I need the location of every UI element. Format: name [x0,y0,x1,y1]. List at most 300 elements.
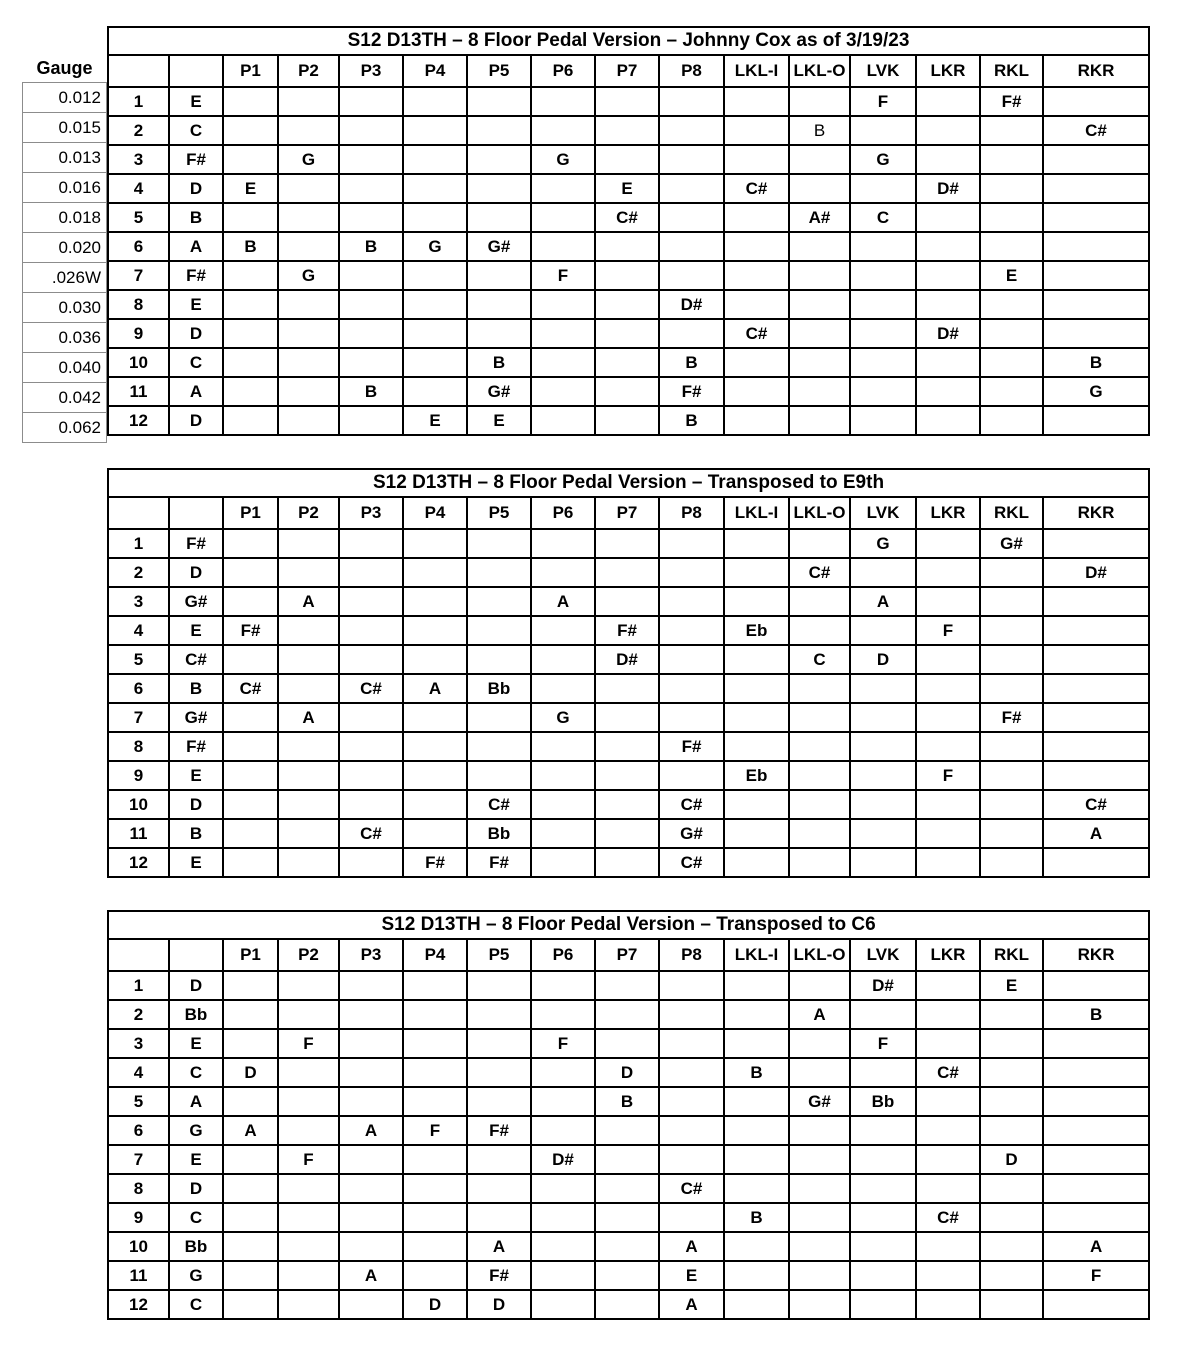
gauge-cell: 0.012 [23,83,107,113]
change-cell-p2 [278,377,339,406]
column-header-p1: P1 [223,497,278,529]
change-cell-rkr: F [1043,1261,1149,1290]
change-cell-p3 [339,145,403,174]
gauge-cell: 0.015 [23,113,107,143]
open-note-cell: E [169,1145,223,1174]
gauge-row [23,323,107,353]
change-cell-rkl [980,406,1043,435]
change-cell-p5 [467,116,531,145]
column-header-p7: P7 [595,497,659,529]
change-cell-p8 [659,174,724,203]
change-cell-p6 [531,1116,595,1145]
column-header-blank [169,55,223,87]
open-note-cell: G [169,1261,223,1290]
change-cell-p5 [467,261,531,290]
column-header-rkl: RKL [980,497,1043,529]
change-cell-rkl: F# [980,703,1043,732]
string-row [108,232,1149,261]
change-cell-p5 [467,1203,531,1232]
change-cell-p1 [223,1261,278,1290]
open-note-cell: E [169,616,223,645]
change-cell-lvk: G [850,529,916,558]
column-header-rkr: RKR [1043,497,1149,529]
change-cell-lkr [916,1290,980,1319]
change-cell-p8: D# [659,290,724,319]
string-row [108,558,1149,587]
change-cell-lkl-o [789,377,850,406]
change-cell-rkl [980,761,1043,790]
change-cell-rkr: A [1043,1232,1149,1261]
string-row [108,1203,1149,1232]
column-header-p6: P6 [531,939,595,971]
change-cell-lkl-i [724,587,789,616]
change-cell-p6 [531,558,595,587]
column-header-p1: P1 [223,939,278,971]
string-row [108,971,1149,1000]
change-cell-lkl-o [789,290,850,319]
change-cell-p4 [403,145,467,174]
change-cell-p8 [659,203,724,232]
change-cell-p8: A [659,1290,724,1319]
string-number-cell: 8 [108,1174,169,1203]
change-cell-p6 [531,674,595,703]
change-cell-p3 [339,616,403,645]
string-number-cell: 1 [108,87,169,116]
change-cell-p1 [223,290,278,319]
change-cell-p2 [278,1087,339,1116]
change-cell-p4 [403,558,467,587]
change-cell-p2 [278,348,339,377]
change-cell-lkr [916,1116,980,1145]
string-number-cell: 4 [108,616,169,645]
change-cell-lkr [916,558,980,587]
copedent-section-e9th [107,468,1200,878]
change-cell-rkl [980,377,1043,406]
change-cell-p5: F# [467,1116,531,1145]
change-cell-p1 [223,1029,278,1058]
string-number-cell: 11 [108,1261,169,1290]
table-title: S12 D13TH – 8 Floor Pedal Version – Johnny Cox as of 3/19/23 [108,27,1149,55]
table-title: S12 D13TH – 8 Floor Pedal Version – Transposed to C6 [108,911,1149,939]
column-header-p5: P5 [467,55,531,87]
change-cell-p5 [467,1145,531,1174]
gauge-cell: 0.013 [23,143,107,173]
change-cell-p4 [403,1261,467,1290]
string-row [108,1058,1149,1087]
column-header-lkl-i: LKL-I [724,55,789,87]
change-cell-lvk [850,1290,916,1319]
open-note-cell: B [169,203,223,232]
change-cell-p2 [278,87,339,116]
change-cell-p8: C# [659,848,724,877]
change-cell-rkl [980,145,1043,174]
change-cell-p3 [339,290,403,319]
gauge-row [23,293,107,323]
string-number-cell: 5 [108,203,169,232]
change-cell-lkl-o [789,1232,850,1261]
change-cell-lkl-i [724,529,789,558]
change-cell-lvk [850,377,916,406]
change-cell-rkl [980,174,1043,203]
change-cell-rkl [980,1029,1043,1058]
change-cell-lkl-o [789,529,850,558]
gauge-cell: 0.040 [23,353,107,383]
change-cell-rkr [1043,87,1149,116]
gauge-row [23,383,107,413]
change-cell-p6 [531,377,595,406]
change-cell-lkl-i [724,1145,789,1174]
change-cell-lvk [850,674,916,703]
column-header-p4: P4 [403,939,467,971]
change-cell-p4 [403,819,467,848]
change-cell-rkr [1043,1029,1149,1058]
change-cell-p7 [595,703,659,732]
change-cell-rkl [980,290,1043,319]
change-cell-p3 [339,1203,403,1232]
change-cell-p4 [403,377,467,406]
change-cell-lkr [916,1087,980,1116]
change-cell-p7: E [595,174,659,203]
change-cell-p6 [531,116,595,145]
string-row [108,645,1149,674]
open-note-cell: B [169,819,223,848]
change-cell-p1 [223,1174,278,1203]
open-note-cell: E [169,761,223,790]
change-cell-lvk [850,848,916,877]
open-note-cell: C [169,1058,223,1087]
gauge-row [23,413,107,443]
change-cell-lvk [850,348,916,377]
change-cell-lvk: Bb [850,1087,916,1116]
change-cell-p7 [595,819,659,848]
change-cell-p5: B [467,348,531,377]
change-cell-p4: G [403,232,467,261]
change-cell-lkl-i [724,1087,789,1116]
change-cell-p1 [223,1232,278,1261]
change-cell-lvk [850,732,916,761]
change-cell-lkr [916,377,980,406]
change-cell-lkl-o [789,406,850,435]
change-cell-p1 [223,529,278,558]
column-header-lkl-i: LKL-I [724,939,789,971]
change-cell-p8: E [659,1261,724,1290]
change-cell-p5 [467,645,531,674]
change-cell-lkl-o [789,1290,850,1319]
open-note-cell: D [169,971,223,1000]
change-cell-lkl-o [789,1203,850,1232]
change-cell-p4: E [403,406,467,435]
title-row [108,911,1149,939]
change-cell-rkl [980,1000,1043,1029]
change-cell-p7 [595,558,659,587]
change-cell-lkl-o [789,848,850,877]
gauge-row [23,143,107,173]
change-cell-lkl-i [724,232,789,261]
change-cell-rkl: G# [980,529,1043,558]
change-cell-lkl-i [724,1290,789,1319]
change-cell-p3 [339,1145,403,1174]
change-cell-p6 [531,529,595,558]
change-cell-lkr [916,971,980,1000]
open-note-cell: D [169,1174,223,1203]
change-cell-p1: A [223,1116,278,1145]
string-row [108,1232,1149,1261]
change-cell-p6 [531,790,595,819]
change-cell-lkl-o [789,1116,850,1145]
change-cell-p1: D [223,1058,278,1087]
gauge-column [22,26,107,443]
change-cell-p3 [339,174,403,203]
change-cell-lkr: D# [916,319,980,348]
change-cell-lkr [916,203,980,232]
change-cell-p6 [531,819,595,848]
change-cell-p6 [531,616,595,645]
column-header-lvk: LVK [850,55,916,87]
change-cell-rkr [1043,1087,1149,1116]
change-cell-p7 [595,1290,659,1319]
change-cell-rkr [1043,174,1149,203]
string-row [108,145,1149,174]
change-cell-p5: E [467,406,531,435]
column-header-lkl-o: LKL-O [789,497,850,529]
change-cell-rkr [1043,406,1149,435]
change-cell-p5: F# [467,1261,531,1290]
change-cell-p6 [531,1290,595,1319]
change-cell-p3 [339,406,403,435]
change-cell-rkr [1043,203,1149,232]
change-cell-p6 [531,232,595,261]
change-cell-rkr [1043,290,1149,319]
change-cell-lkr [916,645,980,674]
change-cell-p7 [595,848,659,877]
change-cell-lkr: C# [916,1058,980,1087]
change-cell-p3 [339,1174,403,1203]
change-cell-p1 [223,971,278,1000]
change-cell-p2 [278,116,339,145]
change-cell-p2 [278,174,339,203]
change-cell-p6: D# [531,1145,595,1174]
change-cell-rkr: B [1043,348,1149,377]
change-cell-p6 [531,1058,595,1087]
open-note-cell: E [169,848,223,877]
gauge-cell: .026W [23,263,107,293]
open-note-cell: A [169,232,223,261]
string-number-cell: 10 [108,348,169,377]
change-cell-lkl-i [724,290,789,319]
change-cell-lkl-i [724,261,789,290]
change-cell-lkr: F [916,761,980,790]
change-cell-rkl [980,848,1043,877]
change-cell-p2: G [278,261,339,290]
change-cell-rkr [1043,1203,1149,1232]
change-cell-p3 [339,971,403,1000]
change-cell-p7 [595,790,659,819]
change-cell-p2 [278,1261,339,1290]
change-cell-p1 [223,790,278,819]
change-cell-lkl-i [724,1029,789,1058]
change-cell-p4 [403,1058,467,1087]
change-cell-p1 [223,1145,278,1174]
change-cell-rkl [980,732,1043,761]
change-cell-rkr [1043,971,1149,1000]
change-cell-lvk [850,703,916,732]
gauge-row [23,353,107,383]
change-cell-p4 [403,790,467,819]
column-header-blank [108,55,169,87]
change-cell-p8 [659,87,724,116]
change-cell-p7 [595,1116,659,1145]
change-cell-lkl-o [789,616,850,645]
change-cell-rkr: C# [1043,790,1149,819]
change-cell-p5: Bb [467,819,531,848]
change-cell-p3 [339,1232,403,1261]
string-number-cell: 7 [108,1145,169,1174]
change-cell-p5 [467,1058,531,1087]
change-cell-p1 [223,203,278,232]
open-note-cell: E [169,87,223,116]
change-cell-p6 [531,1174,595,1203]
open-note-cell: E [169,290,223,319]
string-number-cell: 1 [108,971,169,1000]
change-cell-p4 [403,645,467,674]
change-cell-p7 [595,348,659,377]
change-cell-p5 [467,1029,531,1058]
change-cell-lkl-o [789,1058,850,1087]
change-cell-p7 [595,1232,659,1261]
change-cell-rkl [980,1174,1043,1203]
title-row [108,469,1149,497]
gauge-cell: 0.016 [23,173,107,203]
column-header-p2: P2 [278,55,339,87]
change-cell-p1 [223,645,278,674]
change-cell-p4 [403,116,467,145]
string-number-cell: 2 [108,1000,169,1029]
change-cell-rkl [980,203,1043,232]
change-cell-rkr: D# [1043,558,1149,587]
change-cell-lkl-o [789,1145,850,1174]
change-cell-p5 [467,761,531,790]
change-cell-p6 [531,174,595,203]
change-cell-rkr [1043,1174,1149,1203]
change-cell-rkr [1043,848,1149,877]
change-cell-lkl-i [724,703,789,732]
gauge-cell: 0.018 [23,203,107,233]
open-note-cell: Bb [169,1000,223,1029]
string-row [108,761,1149,790]
change-cell-lvk [850,232,916,261]
string-row [108,1087,1149,1116]
string-number-cell: 11 [108,819,169,848]
string-number-cell: 9 [108,761,169,790]
change-cell-p7 [595,116,659,145]
change-cell-lvk: D# [850,971,916,1000]
string-number-cell: 2 [108,116,169,145]
column-header-rkl: RKL [980,55,1043,87]
change-cell-p1: B [223,232,278,261]
string-row [108,1000,1149,1029]
string-row [108,819,1149,848]
change-cell-p5 [467,616,531,645]
change-cell-p2 [278,674,339,703]
change-cell-lkr: F [916,616,980,645]
change-cell-p4 [403,203,467,232]
change-cell-rkl [980,1087,1043,1116]
change-cell-p6 [531,203,595,232]
change-cell-p7 [595,406,659,435]
change-cell-lvk [850,1174,916,1203]
change-cell-lkl-o [789,703,850,732]
change-cell-p6 [531,1087,595,1116]
open-note-cell: G# [169,587,223,616]
column-header-lkr: LKR [916,939,980,971]
change-cell-p8 [659,1087,724,1116]
header-row [108,939,1149,971]
change-cell-rkr: C# [1043,116,1149,145]
change-cell-p6: F [531,1029,595,1058]
change-cell-p2 [278,290,339,319]
change-cell-p3 [339,1000,403,1029]
change-cell-rkr [1043,1116,1149,1145]
change-cell-lkl-i [724,848,789,877]
string-number-cell: 7 [108,261,169,290]
column-header-blank [169,497,223,529]
change-cell-p7 [595,87,659,116]
change-cell-rkl [980,645,1043,674]
string-row [108,348,1149,377]
change-cell-p8 [659,616,724,645]
column-header-blank [108,939,169,971]
change-cell-p3 [339,1290,403,1319]
change-cell-lkl-i: C# [724,174,789,203]
change-cell-lvk [850,761,916,790]
change-cell-rkr [1043,145,1149,174]
change-cell-p1 [223,732,278,761]
change-cell-rkr [1043,732,1149,761]
column-header-p3: P3 [339,939,403,971]
change-cell-p3 [339,703,403,732]
change-cell-p1 [223,703,278,732]
change-cell-p4 [403,174,467,203]
change-cell-lkl-i [724,1116,789,1145]
change-cell-p6 [531,848,595,877]
change-cell-lvk [850,1058,916,1087]
change-cell-p8 [659,761,724,790]
title-row [108,27,1149,55]
change-cell-p6 [531,732,595,761]
change-cell-p7 [595,761,659,790]
change-cell-lvk [850,319,916,348]
change-cell-p5 [467,703,531,732]
column-header-rkr: RKR [1043,55,1149,87]
gauge-cell: 0.062 [23,413,107,443]
change-cell-p5: F# [467,848,531,877]
string-row [108,703,1149,732]
change-cell-p3 [339,261,403,290]
change-cell-rkr [1043,761,1149,790]
change-cell-lkr [916,1174,980,1203]
string-number-cell: 5 [108,645,169,674]
change-cell-p3: C# [339,674,403,703]
string-number-cell: 12 [108,1290,169,1319]
change-cell-p4 [403,319,467,348]
change-cell-rkr [1043,1145,1149,1174]
header-row [108,55,1149,87]
change-cell-lkl-i [724,558,789,587]
string-row [108,87,1149,116]
change-cell-p7 [595,290,659,319]
string-number-cell: 6 [108,674,169,703]
change-cell-p6 [531,1000,595,1029]
